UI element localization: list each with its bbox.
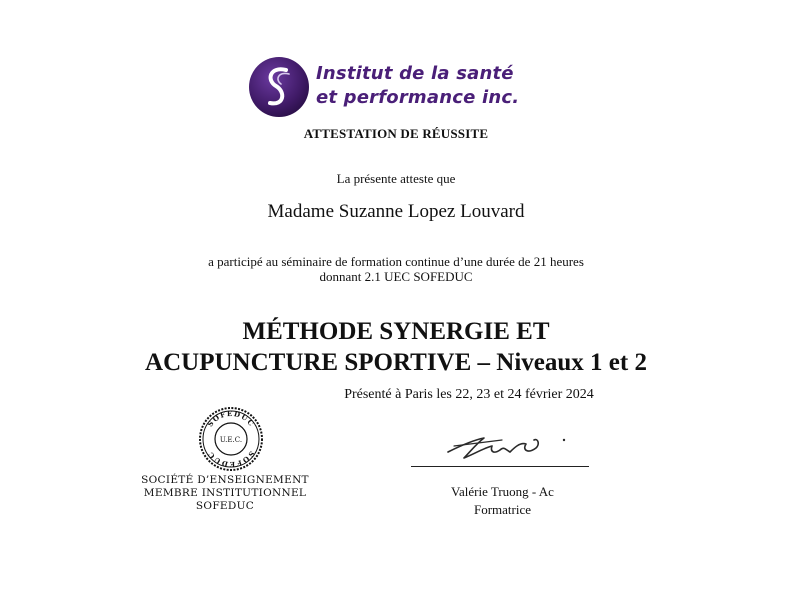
participation-statement <box>0 254 792 284</box>
signer-role: Formatrice <box>473 502 532 517</box>
svg-text:U.E.C.: U.E.C. <box>219 436 243 444</box>
svg-text:SOFEDUC: SOFEDUC <box>205 408 257 429</box>
course-title <box>0 316 792 378</box>
signature-line <box>411 466 589 467</box>
seal-caption <box>120 474 330 513</box>
seal-caption-line-2: MEMBRE INSTITUTIONNEL <box>143 487 307 499</box>
handwritten-signature <box>440 428 580 466</box>
sofeduc-seal-icon <box>198 406 264 472</box>
institute-logo <box>248 56 548 118</box>
logo-text-line-1: Institut de la santé <box>316 63 514 84</box>
seal-caption-line-1: SOCIÉTÉ D’ENSEIGNEMENT <box>141 474 309 486</box>
participation-line-1: a participé au séminaire de formation continue d’une durée de 21 heures <box>208 254 584 269</box>
certificate-title: ATTESTATION DE RÉUSSITE <box>303 126 489 141</box>
course-title-line-2: ACUPUNCTURE SPORTIVE – Niveaux 1 et 2 <box>145 349 647 376</box>
institute-logo-icon <box>248 56 310 118</box>
presentation-date-place: Présenté à Paris les 22, 23 et 24 février 2024 <box>344 387 594 402</box>
attestation-intro: La présente atteste que <box>336 171 456 186</box>
seal-caption-line-3: SOFEDUC <box>195 500 255 512</box>
logo-text-line-2: et performance inc. <box>316 87 520 108</box>
course-title-line-1: MÉTHODE SYNERGIE ET <box>242 318 550 345</box>
signer-name: Valérie Truong - Ac <box>451 484 554 499</box>
svg-text:SOFEDUC: SOFEDUC <box>205 449 257 470</box>
participation-line-2: donnant 2.1 UEC SOFEDUC <box>319 269 473 284</box>
recipient-name: Madame Suzanne Lopez Louvard <box>267 201 525 222</box>
